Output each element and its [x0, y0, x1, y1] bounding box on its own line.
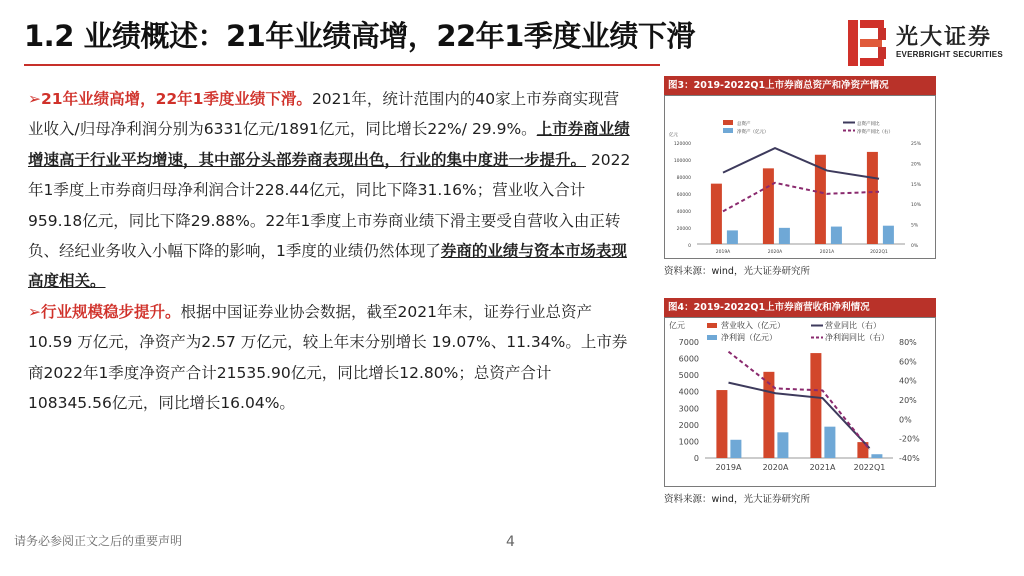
chart4-bar: [777, 432, 788, 458]
chart3-y-tick-label: 0: [688, 244, 691, 249]
logo-text-en: EVERBRIGHT SECURITIES: [896, 50, 1003, 59]
chart4-y-tick-label: 1000: [678, 437, 699, 447]
chart4-y-tick-label: 6000: [678, 354, 699, 364]
chart3-y2-tick-label: 20%: [911, 162, 922, 168]
chart4-y-tick-label: 4000: [678, 387, 699, 397]
chart3-y-unit-label: 亿元: [669, 133, 678, 138]
chart4-bar: [824, 427, 835, 458]
highlight-heading: 行业规模稳步提升。: [41, 302, 181, 321]
chart4-legend-label: 净利润同比（右）: [825, 333, 889, 342]
chart4-block: [664, 298, 936, 505]
chart4-y2-tick-label: 80%: [899, 338, 917, 347]
chart3-source: 资料来源：wind，光大证券研究所: [664, 266, 810, 277]
chart3-bar: [831, 227, 842, 244]
chart3-series-line: [723, 148, 879, 179]
chart3-series-line: [723, 183, 879, 212]
chart3-y2-tick-label: 0%: [911, 244, 919, 249]
chart3-x-tick-label: 2021A: [819, 250, 835, 254]
chart3-y-tick-label: 100000: [673, 159, 691, 164]
chart4-source: 资料来源：wind，光大证券研究所: [664, 494, 810, 505]
chart3-y2-tick-label: 10%: [911, 203, 922, 209]
chart3-y-tick-label: 60000: [676, 193, 691, 198]
chart3-x-tick-label: 2019A: [715, 250, 731, 254]
chart3-legend-label: 总资产: [737, 122, 751, 127]
page-number: 4: [506, 534, 515, 550]
chart4-y2-tick-label: 60%: [899, 357, 917, 367]
chart4-y2-tick-label: -20%: [899, 434, 920, 444]
chart3-legend-label: 净资产同比（右）: [857, 130, 893, 135]
title-divider: [24, 64, 660, 66]
chart4-y2-tick-label: 20%: [899, 396, 917, 405]
chart4-svg: [665, 318, 935, 482]
logo-text-cn: 光大证券: [896, 25, 993, 50]
chart4-y2-tick-label: -40%: [899, 454, 920, 463]
chart4-bar: [716, 390, 727, 458]
chart4-legend-label: 营业收入（亿元）: [721, 321, 785, 330]
chart3-y2-tick-label: 15%: [911, 182, 922, 188]
chart3-bar: [727, 230, 738, 244]
chart3-legend-swatch: [723, 120, 733, 125]
brand-logo: [848, 20, 1018, 66]
paragraph-text: 2021年，统计范围内的40家上市券商实现营业收入/归母净利润分别为6331亿元/1891亿元，同比增长22%/ 29.9%。: [28, 90, 620, 139]
chart3-x-tick-label: 2022Q1: [870, 250, 888, 254]
chart3-x-tick-label: 2020A: [767, 250, 783, 254]
chart3-y2-tick-label: 5%: [911, 223, 919, 229]
paragraph-scale: [28, 297, 634, 419]
underlined-text: 券商的业绩与资本市场表现高度相关。: [28, 242, 627, 291]
chart3-y2-tick-label: 25%: [911, 142, 922, 147]
chart3-legend-label: 净资产（亿元）: [737, 130, 769, 135]
chart3-bar: [779, 228, 790, 244]
chart3-legend-swatch: [723, 128, 733, 133]
everbright-logo-icon: [848, 20, 890, 66]
chart4-y-tick-label: 7000: [678, 338, 699, 347]
chart4-x-tick-label: 2022Q1: [853, 463, 886, 472]
chart3-title: 图3：2019-2022Q1上市券商总资产和净资产情况: [664, 76, 936, 95]
chart4-legend-swatch: [707, 335, 717, 340]
bullet-arrow-icon: ➢: [28, 90, 41, 108]
chart3-y-tick-label: 120000: [673, 142, 691, 147]
chart4-legend-label: 净利润（亿元）: [721, 333, 777, 342]
chart4-legend-swatch: [707, 323, 717, 328]
chart4-legend-label: 营业同比（右）: [825, 321, 881, 330]
highlight-heading: 21年业绩高增，22年1季度业绩下滑。: [41, 90, 312, 108]
paragraph-text: 根据中国证券业协会数据，截至2021年末，证券行业总资产10.59 万亿元，净资产为2.57 万亿元，较上年末分别增长 19.07%、11.34%。上市券商2022年1季度净资产合计21535.90亿元，同比增长12.80%；总资产合计108345.56亿元，同比增长16.04%。: [28, 302, 628, 413]
body-text: [28, 84, 634, 418]
chart3-block: [664, 76, 936, 277]
chart4-y2-tick-label: 0%: [899, 415, 912, 425]
chart4-bar: [730, 440, 741, 458]
chart4-x-tick-label: 2020A: [762, 463, 789, 472]
chart4-y-tick-label: 0: [693, 454, 699, 463]
chart4-title: 图4：2019-2022Q1上市券商营收和净利情况: [664, 298, 936, 317]
chart3-frame: [664, 95, 936, 259]
chart4-bar: [871, 454, 882, 458]
chart3-svg: [665, 96, 935, 254]
chart4-x-tick-label: 2021A: [809, 463, 836, 472]
bullet-arrow-icon: ➢: [28, 302, 41, 321]
chart4-bar: [763, 372, 774, 458]
chart3-bar: [867, 152, 878, 244]
chart3-bar: [763, 168, 774, 244]
chart4-y-tick-label: 3000: [678, 404, 699, 414]
chart4-series-line: [729, 383, 870, 449]
chart4-y-tick-label: 5000: [678, 371, 699, 381]
underlined-text: 上市券商业绩增速高于行业平均增速，其中部分头部券商表现出色，行业的集中度进一步提升。: [28, 120, 630, 169]
chart4-y2-tick-label: 40%: [899, 376, 917, 386]
chart3-bar: [883, 226, 894, 244]
chart3-y-tick-label: 80000: [676, 176, 691, 181]
disclaimer-note: 请务必参阅正文之后的重要声明: [14, 534, 183, 548]
paragraph-text: 2022年1季度上市券商归母净利润合计228.44亿元，同比下降31.16%；营业收入合计959.18亿元，同比下降29.88%。22年1季度上市券商业绩下滑主要受自营收入由正转负、经纪业务收入小幅下降的影响，1季度的业绩仍然体现了: [28, 150, 631, 261]
chart4-frame: [664, 317, 936, 487]
page-title: 1.2 业绩概述：21年业绩高增，22年1季度业绩下滑: [24, 19, 695, 53]
chart3-legend-label: 总资产同比: [857, 122, 880, 127]
chart4-bar: [810, 353, 821, 458]
chart4-y-tick-label: 2000: [678, 420, 699, 430]
chart3-bar: [711, 184, 722, 244]
paragraph-performance: [28, 84, 634, 297]
chart4-series-line: [729, 352, 870, 450]
chart3-y-tick-label: 40000: [676, 210, 691, 215]
chart3-y-tick-label: 20000: [676, 227, 691, 232]
chart4-x-tick-label: 2019A: [715, 463, 742, 472]
chart4-y-unit-label: 亿元: [669, 321, 685, 330]
